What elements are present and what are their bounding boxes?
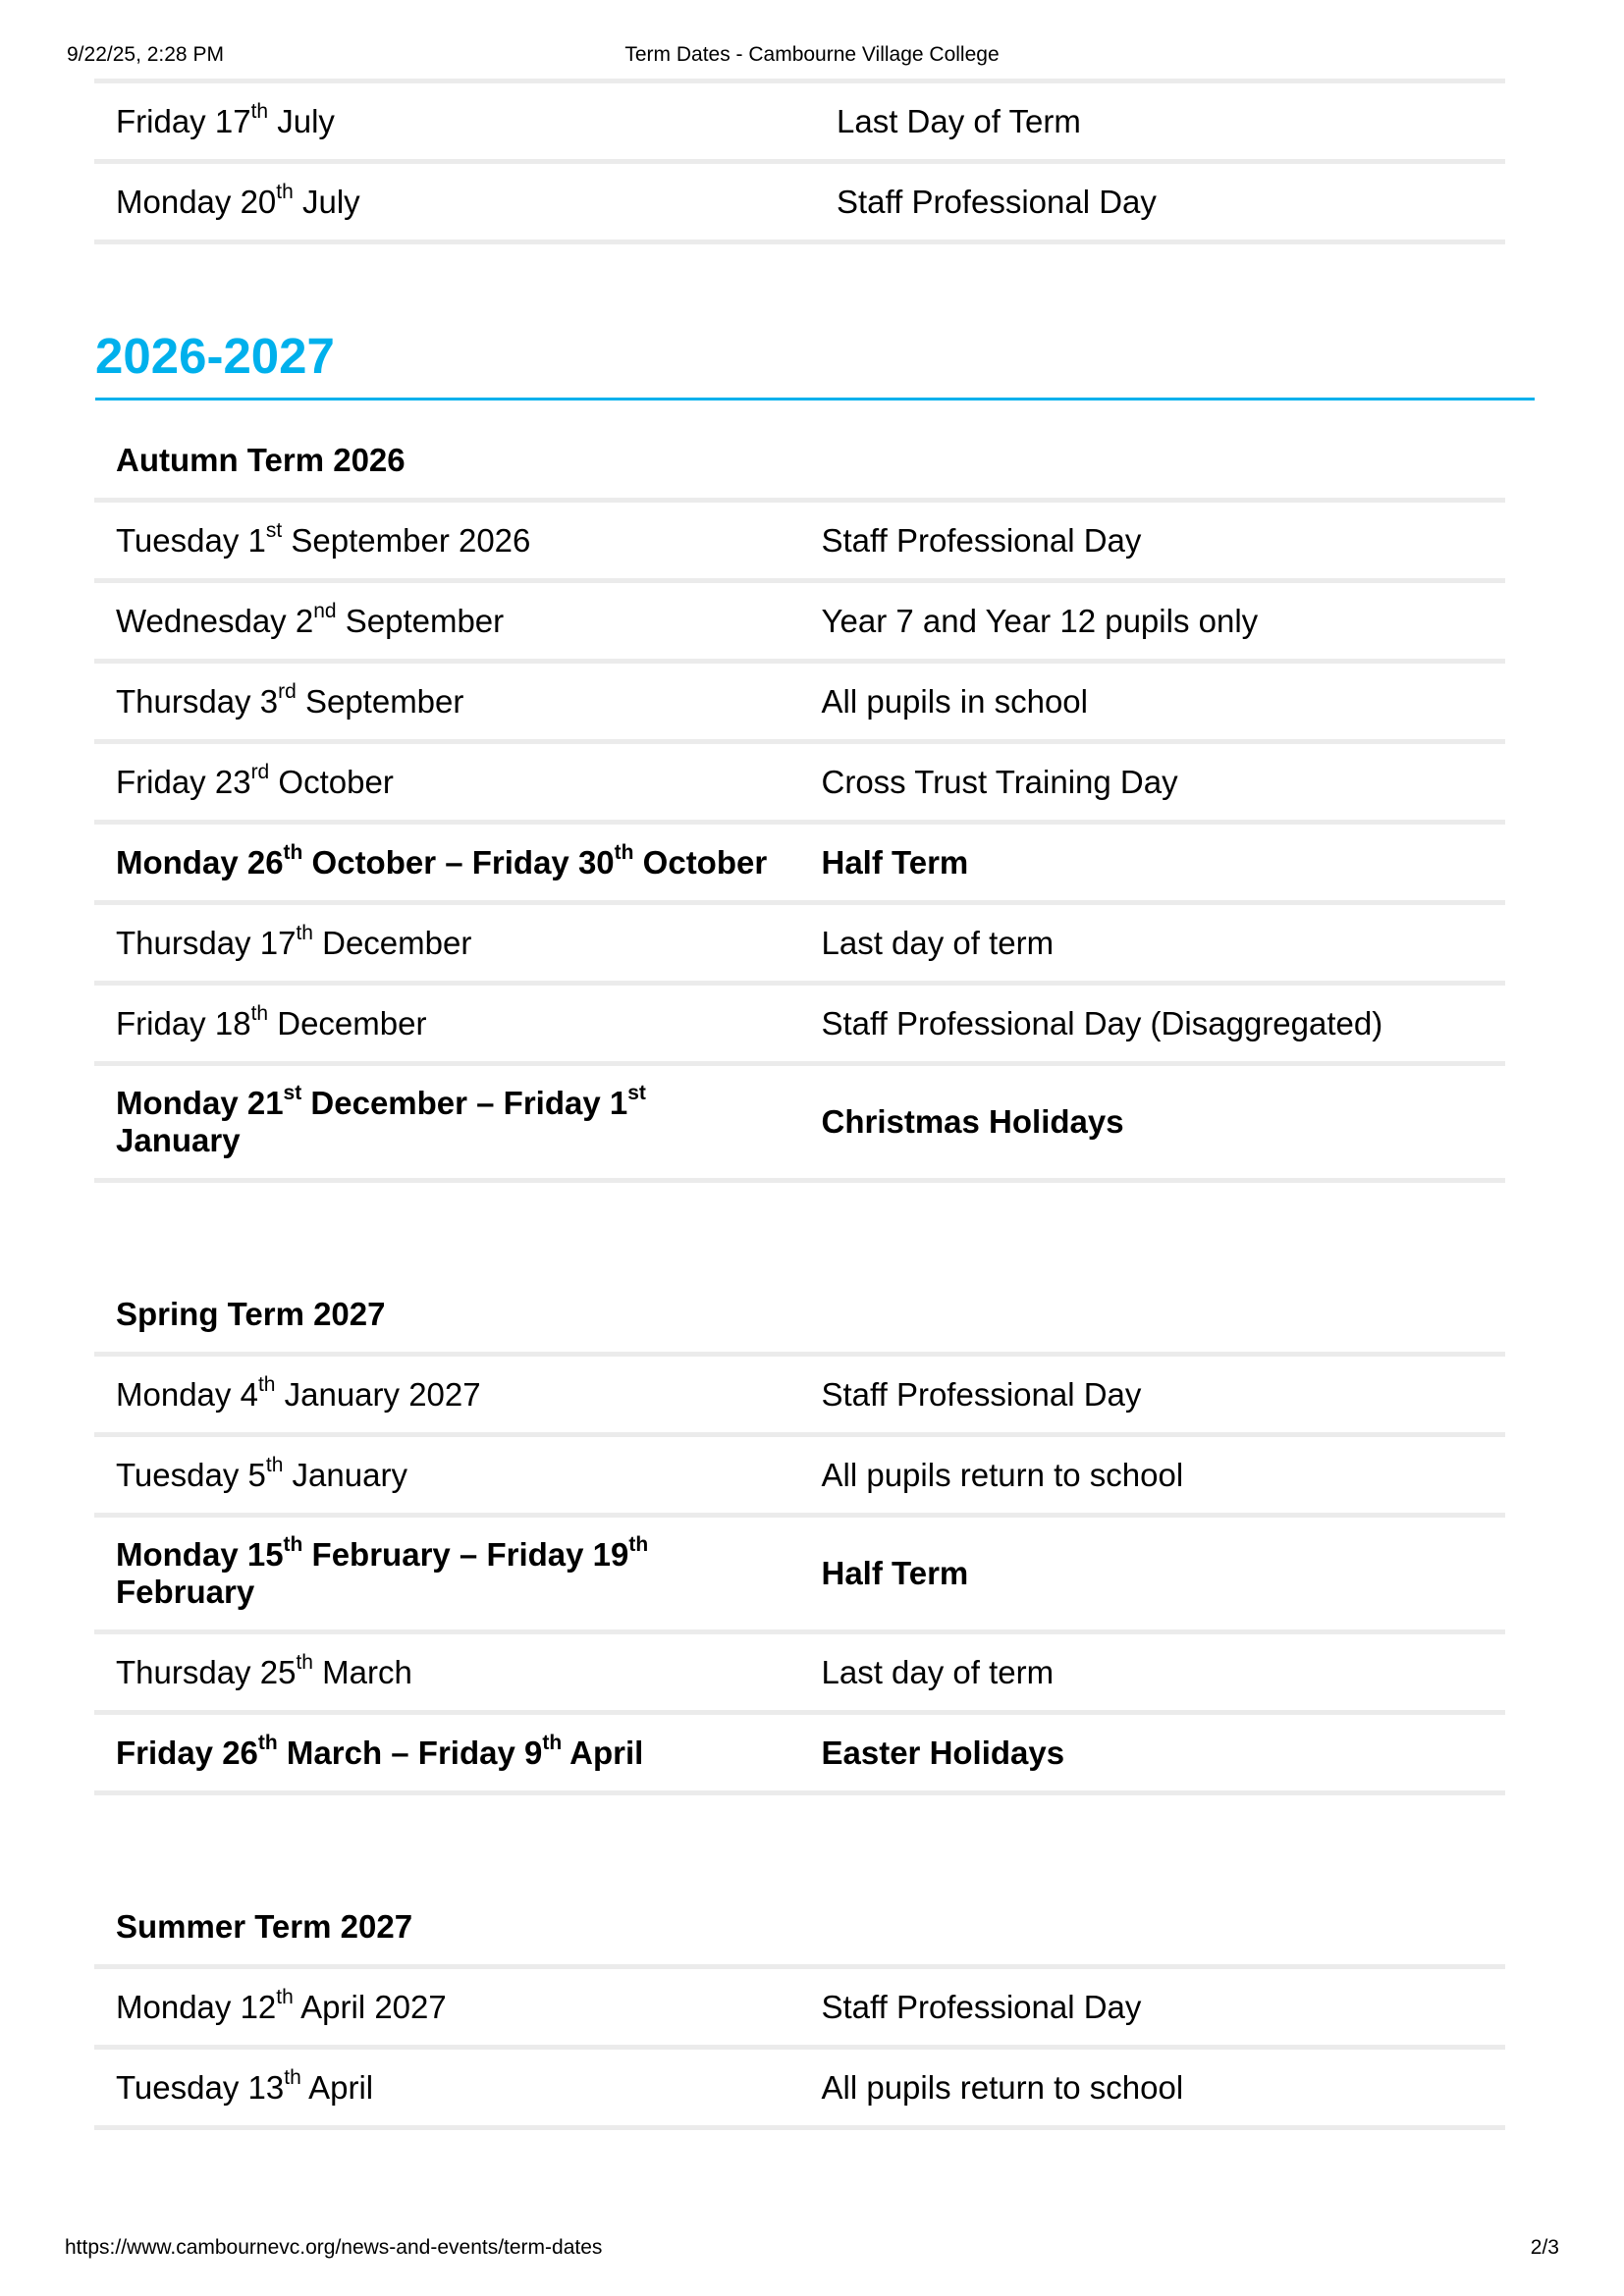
ordinal-suffix: th xyxy=(296,921,313,944)
term-title: Spring Term 2027 xyxy=(94,1276,1505,1355)
term-header-row xyxy=(94,1276,1505,1355)
date-cell xyxy=(94,662,800,742)
table-row xyxy=(94,1713,1505,1793)
date-text: Friday 23 xyxy=(116,763,251,800)
event-text: Last Day of Term xyxy=(837,102,1081,139)
event-cell xyxy=(815,162,1505,242)
event-text: Staff Professional Day xyxy=(821,1375,1142,1413)
table-row xyxy=(94,162,1505,242)
event-cell xyxy=(800,1355,1506,1435)
date-text: December – Friday 1 xyxy=(301,1085,628,1121)
event-cell xyxy=(800,984,1506,1064)
event-cell xyxy=(800,823,1506,903)
ordinal-suffix: st xyxy=(265,518,283,542)
table-row xyxy=(94,984,1505,1064)
event-text: All pupils return to school xyxy=(821,2068,1184,2106)
table-row xyxy=(94,2048,1505,2128)
event-cell xyxy=(800,1967,1506,2048)
event-cell xyxy=(800,2048,1506,2128)
ordinal-suffix: th xyxy=(257,1372,276,1396)
ordinal-suffix: rd xyxy=(250,760,270,783)
term-table xyxy=(94,1276,1505,1795)
ordinal-suffix: th xyxy=(276,1985,294,2008)
term-title: Summer Term 2027 xyxy=(94,1889,1505,1967)
date-text: July xyxy=(268,102,335,139)
date-text: January xyxy=(116,1122,241,1158)
ordinal-suffix: th xyxy=(250,1001,269,1025)
event-cell xyxy=(800,903,1506,984)
table-row xyxy=(94,742,1505,823)
date-text: January xyxy=(283,1456,407,1493)
date-cell xyxy=(94,1355,800,1435)
ordinal-suffix: th xyxy=(614,840,634,864)
print-page-number: 2/3 xyxy=(1530,2236,1559,2259)
table-row xyxy=(94,1632,1505,1713)
ordinal-suffix: th xyxy=(265,1453,284,1476)
term-dates-content xyxy=(94,79,1505,2130)
table-row xyxy=(94,1435,1505,1516)
date-text: Thursday 17 xyxy=(116,924,297,961)
event-cell xyxy=(800,1713,1506,1793)
print-page-title: Term Dates - Cambourne Village College xyxy=(624,43,1000,66)
event-text: Staff Professional Day xyxy=(837,183,1157,220)
date-text: Monday 4 xyxy=(116,1375,258,1413)
event-text: Cross Trust Training Day xyxy=(821,763,1178,800)
date-cell xyxy=(94,984,800,1064)
date-text: Tuesday 5 xyxy=(116,1456,266,1493)
date-cell xyxy=(94,1516,800,1632)
term-table xyxy=(94,422,1505,1183)
event-cell xyxy=(815,81,1505,162)
date-text: December xyxy=(312,924,472,961)
date-cell xyxy=(94,823,800,903)
ordinal-suffix: nd xyxy=(313,599,337,622)
date-text: July xyxy=(293,183,360,220)
event-text: Half Term xyxy=(821,1555,969,1591)
date-text: September 2026 xyxy=(282,521,531,559)
ordinal-suffix: th xyxy=(283,840,303,864)
event-text: Staff Professional Day xyxy=(821,1988,1142,2025)
date-text: April 2027 xyxy=(293,1988,447,2025)
event-cell xyxy=(800,742,1506,823)
date-cell xyxy=(94,1064,800,1181)
date-cell xyxy=(94,501,800,581)
ordinal-suffix: th xyxy=(250,99,269,123)
date-cell xyxy=(94,1435,800,1516)
date-text: Tuesday 13 xyxy=(116,2068,285,2106)
ordinal-suffix: rd xyxy=(278,679,297,703)
term-title: Autumn Term 2026 xyxy=(94,422,1505,501)
event-cell xyxy=(800,581,1506,662)
date-text: Friday 17 xyxy=(116,102,251,139)
date-text: February – Friday 19 xyxy=(302,1536,629,1573)
date-text: September xyxy=(336,602,505,639)
table-row xyxy=(94,823,1505,903)
ordinal-suffix: th xyxy=(284,2065,301,2089)
table-row xyxy=(94,501,1505,581)
table-row xyxy=(94,81,1505,162)
ordinal-suffix: th xyxy=(257,1731,278,1754)
date-text: April xyxy=(300,2068,374,2106)
term-header-row xyxy=(94,1889,1505,1967)
date-text: Monday 12 xyxy=(116,1988,277,2025)
print-datetime: 9/22/25, 2:28 PM xyxy=(67,43,224,66)
event-text: All pupils in school xyxy=(821,682,1088,720)
date-text: December xyxy=(268,1004,427,1041)
table-row xyxy=(94,903,1505,984)
event-text: Year 7 and Year 12 pupils only xyxy=(821,602,1259,639)
ordinal-suffix: th xyxy=(296,1650,313,1674)
event-cell xyxy=(800,501,1506,581)
event-cell xyxy=(800,1064,1506,1181)
table-row xyxy=(94,1064,1505,1181)
table-row xyxy=(94,1355,1505,1435)
date-cell xyxy=(94,162,815,242)
date-text: October xyxy=(269,763,394,800)
date-cell xyxy=(94,1632,800,1713)
date-text: Thursday 3 xyxy=(116,682,279,720)
ordinal-suffix: th xyxy=(542,1731,563,1754)
term-header-row xyxy=(94,422,1505,501)
event-text: Easter Holidays xyxy=(821,1734,1065,1771)
ordinal-suffix: st xyxy=(627,1082,646,1104)
event-cell xyxy=(800,1516,1506,1632)
date-text: January 2027 xyxy=(275,1375,481,1413)
event-cell xyxy=(800,1632,1506,1713)
date-cell xyxy=(94,2048,800,2128)
date-text: Monday 21 xyxy=(116,1085,284,1121)
print-url: https://www.cambournevc.org/news-and-events/term-dates xyxy=(65,2236,603,2259)
date-text: April xyxy=(562,1734,644,1771)
date-text: Monday 26 xyxy=(116,843,284,881)
table-row xyxy=(94,581,1505,662)
ordinal-suffix: th xyxy=(276,180,294,203)
event-cell xyxy=(800,662,1506,742)
date-text: Monday 20 xyxy=(116,183,277,220)
term-table xyxy=(94,1889,1505,2130)
date-text: March xyxy=(312,1653,412,1690)
date-text: March – Friday 9 xyxy=(277,1734,543,1771)
year-heading: 2026-2027 xyxy=(95,327,1535,400)
date-cell xyxy=(94,742,800,823)
event-cell xyxy=(800,1435,1506,1516)
event-text: Christmas Holidays xyxy=(821,1103,1124,1140)
previous-year-table xyxy=(94,79,1505,244)
table-row xyxy=(94,1516,1505,1632)
event-text: Half Term xyxy=(821,843,969,881)
table-row xyxy=(94,1967,1505,2048)
date-text: Wednesday 2 xyxy=(116,602,314,639)
ordinal-suffix: th xyxy=(628,1533,649,1556)
ordinal-suffix: th xyxy=(283,1533,303,1556)
date-text: October – Friday 30 xyxy=(302,843,615,881)
date-text: Friday 18 xyxy=(116,1004,251,1041)
date-text: Friday 26 xyxy=(116,1734,258,1771)
event-text: All pupils return to school xyxy=(821,1456,1184,1493)
date-text: October xyxy=(633,843,768,881)
event-text: Last day of term xyxy=(821,1653,1055,1690)
date-cell xyxy=(94,581,800,662)
date-text: Thursday 25 xyxy=(116,1653,297,1690)
event-text: Staff Professional Day xyxy=(821,521,1142,559)
terms-container xyxy=(94,422,1505,2130)
ordinal-suffix: st xyxy=(283,1082,302,1104)
date-cell xyxy=(94,81,815,162)
date-text: Tuesday 1 xyxy=(116,521,266,559)
date-text: Monday 15 xyxy=(116,1536,284,1573)
date-cell xyxy=(94,1967,800,2048)
event-text: Last day of term xyxy=(821,924,1055,961)
date-cell xyxy=(94,903,800,984)
date-text: February xyxy=(116,1574,255,1610)
event-text: Staff Professional Day (Disaggregated) xyxy=(821,1004,1383,1041)
date-text: September xyxy=(296,682,464,720)
table-row xyxy=(94,662,1505,742)
date-cell xyxy=(94,1713,800,1793)
